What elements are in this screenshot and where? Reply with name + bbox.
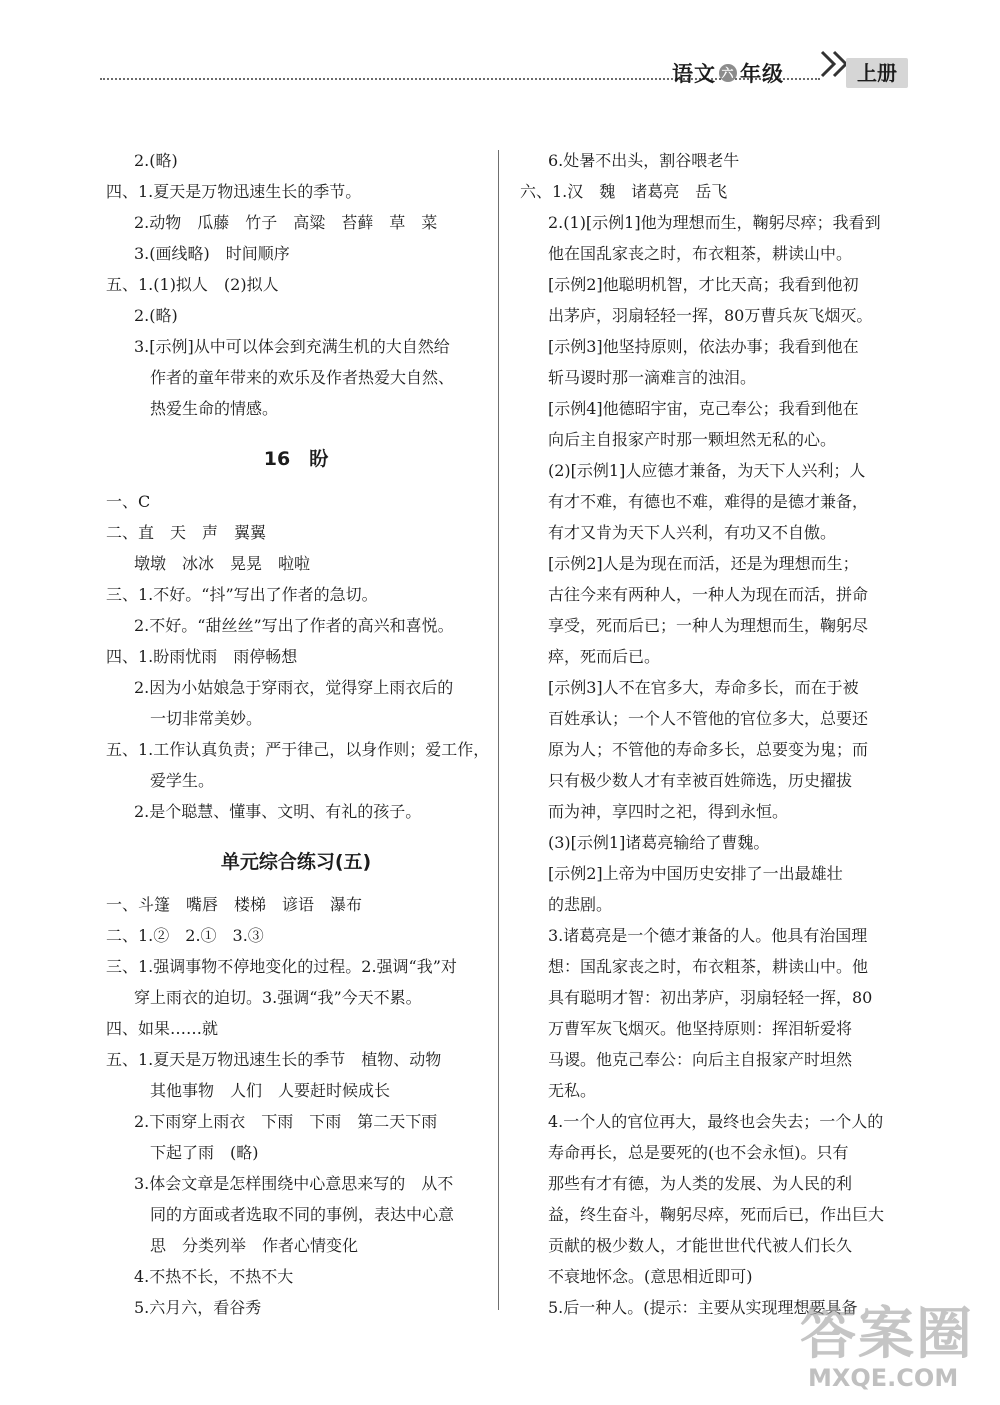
answer-line: 有才不难，有德也不难，难得的是德才兼备，: [548, 492, 869, 511]
answer-line: 其他事物 人们 人要赶时候成长: [150, 1081, 391, 1100]
answer-line: 热爱生命的情感。: [150, 399, 279, 418]
answer-line: 只有极少数人才有幸被百姓筛选，历史擢拔: [548, 771, 853, 790]
answer-line: 4.不热不长，不热不大: [134, 1267, 294, 1286]
answer-line: 2.(1)[示例1]他为理想而生，鞠躬尽瘁；我看到: [548, 213, 881, 232]
answer-line: 享受，死而后已；一种人为理想而生，鞠躬尽: [548, 616, 869, 635]
answer-line: 5.后一种人。(提示：主要从实现理想要具备: [548, 1298, 858, 1317]
answer-line: (3)[示例1]诸葛亮输给了曹魏。: [548, 833, 770, 852]
answer-line: 斩马谡时那一滴难言的浊泪。: [548, 368, 757, 387]
answer-line: [示例2]他聪明机智，才比天高；我看到他初: [548, 275, 859, 294]
answer-line: 寿命再长，总是要死的(也不会永恒)。只有: [548, 1143, 849, 1162]
answer-line: 马谡。他克己奉公：向后主自报家产时坦然: [548, 1050, 853, 1069]
answer-line: [示例2]上帝为中国历史安排了一出最雄壮: [548, 864, 843, 883]
answer-line: 益，终生奋斗，鞠躬尽瘁，死而后已，作出巨大: [548, 1205, 885, 1224]
watermark-url: MXQE.COM: [808, 1364, 959, 1392]
answer-line: 六、1.汉 魏 诸葛亮 岳飞: [520, 182, 728, 201]
answer-line: 一、斗篷 嘴唇 楼梯 谚语 瀑布: [106, 895, 363, 914]
answer-line: 二、1.② 2.① 3.③: [106, 926, 264, 945]
answer-line: 爱学生。: [150, 771, 215, 790]
answer-line: [示例2]人是为现在而活，还是为理想而生；: [548, 554, 859, 573]
watermark-logo: 答案圈: [800, 1302, 974, 1367]
answer-line: 2.因为小姑娘急于穿雨衣，觉得穿上雨衣后的: [134, 678, 454, 697]
answer-line: 2.动物 瓜藤 竹子 高粱 苔藓 草 菜: [134, 213, 438, 232]
answer-line: 向后主自报家产时那一颗坦然无私的心。: [548, 430, 837, 449]
answer-line: 三、1.不好。“抖”写出了作者的急切。: [106, 585, 378, 604]
book-title: [672, 58, 784, 88]
answer-line: 一、C: [106, 492, 151, 511]
subject-label: 语文: [672, 62, 716, 86]
column-divider: [498, 150, 499, 1310]
answer-line: 五、1.夏天是万物迅速生长的季节 植物、动物: [106, 1050, 442, 1069]
answer-line: 3.体会文章是怎样围绕中心意思来写的 从不: [134, 1174, 454, 1193]
answer-line: 2.(略): [134, 306, 178, 325]
left-column: [106, 145, 490, 1323]
answer-line: 百姓承认；一个人不管他的官位多大，总要还: [548, 709, 869, 728]
answer-line: 四、1.盼雨忧雨 雨停畅想: [106, 647, 298, 666]
answer-line: 贡献的极少数人，才能世世代代被人们长久: [548, 1236, 853, 1255]
answer-line: 五、1.工作认真负责；严于律己，以身作则；爱工作，: [106, 740, 490, 759]
answer-line: 想：国乱家丧之时，布衣粗茶，耕读山中。他: [548, 957, 869, 976]
answer-line: 2.(略): [134, 151, 178, 170]
answer-line: 出茅庐，羽扇轻轻一挥，80万曹兵灰飞烟灭。: [548, 306, 873, 325]
answer-line: 2.是个聪慧、懂事、文明、有礼的孩子。: [134, 802, 422, 821]
answer-line: 有才又肯为天下人兴利，有功又不自傲。: [548, 523, 837, 542]
answer-line: 作者的童年带来的欢乐及作者热爱大自然、: [150, 368, 455, 387]
answer-line: 三、1.强调事物不停地变化的过程。2.强调“我”对: [106, 957, 457, 976]
answer-line: [示例3]他坚持原则，依法办事；我看到他在: [548, 337, 859, 356]
unit-title: 单元综合练习(五): [220, 851, 372, 873]
page-header: [0, 40, 1000, 90]
answer-line: 的悲剧。: [548, 895, 613, 914]
answer-line: 他在国乱家丧之时，布衣粗茶，耕读山中。: [548, 244, 853, 263]
watermark: [800, 1290, 990, 1400]
answer-line: 2.不好。“甜丝丝”写出了作者的高兴和喜悦。: [134, 616, 454, 635]
answer-line: 2.下雨穿上雨衣 下雨 下雨 第二天下雨: [134, 1112, 438, 1131]
answer-line: 四、如果……就: [106, 1019, 219, 1038]
answer-line: 瘁，死而后已。: [548, 647, 661, 666]
lesson-title: 16 盼: [263, 448, 329, 470]
answer-line: 4.一个人的官位再大，最终也会失去；一个人的: [548, 1112, 884, 1131]
answer-line: 思 分类列举 作者心情变化: [150, 1236, 359, 1255]
answer-line: 下起了雨 (略): [150, 1143, 259, 1162]
answer-line: 同的方面或者选取不同的事例，表达中心意: [150, 1205, 455, 1224]
volume-label: 上册: [846, 58, 908, 88]
answer-line: 3.诸葛亮是一个德才兼备的人。他具有治国理: [548, 926, 868, 945]
answer-line: 二、直 天 声 翼翼: [106, 523, 267, 542]
answer-line: 具有聪明才智：初出茅庐，羽扇轻轻一挥，80: [548, 988, 873, 1007]
grade-label: 年级: [740, 62, 784, 86]
answer-line: 五、1.(1)拟人 (2)拟人: [106, 275, 279, 294]
answer-line: (2)[示例1]人应德才兼备，为天下人兴利；人: [548, 461, 866, 480]
answer-line: 3.(画线略) 时间顺序: [134, 244, 290, 263]
answer-line: 不衰地怀念。(意思相近即可): [548, 1267, 753, 1286]
answer-line: 墩墩 冰冰 晃晃 啦啦: [134, 554, 311, 573]
answer-line: [示例4]他德昭宇宙，克己奉公；我看到他在: [548, 399, 859, 418]
right-column: [520, 145, 910, 1323]
grade-mark-icon: 六: [719, 64, 737, 82]
answer-line: 6.处暑不出头，割谷喂老牛: [548, 151, 740, 170]
answer-line: 穿上雨衣的迫切。3.强调“我”今天不累。: [134, 988, 422, 1007]
answer-line: 四、1.夏天是万物迅速生长的季节。: [106, 182, 362, 201]
answer-line: 而为神，享四时之祀，得到永恒。: [548, 802, 789, 821]
answer-line: 原为人；不管他的寿命多长，总要变为鬼；而: [548, 740, 869, 759]
answer-line: 一切非常美妙。: [150, 709, 263, 728]
answer-line: 古往今来有两种人，一种人为现在而活，拼命: [548, 585, 869, 604]
answer-line: 5.六月六，看谷秀: [134, 1298, 262, 1317]
answer-line: 那些有才有德，为人类的发展、为人民的利: [548, 1174, 853, 1193]
answer-line: 万曹军灰飞烟灭。他坚持原则：挥泪斩爱将: [548, 1019, 853, 1038]
answer-line: 无私。: [548, 1081, 597, 1100]
answer-line: [示例3]人不在官多大，寿命多长，而在于被: [548, 678, 859, 697]
answer-line: 3.[示例]从中可以体会到充满生机的大自然给: [134, 337, 450, 356]
